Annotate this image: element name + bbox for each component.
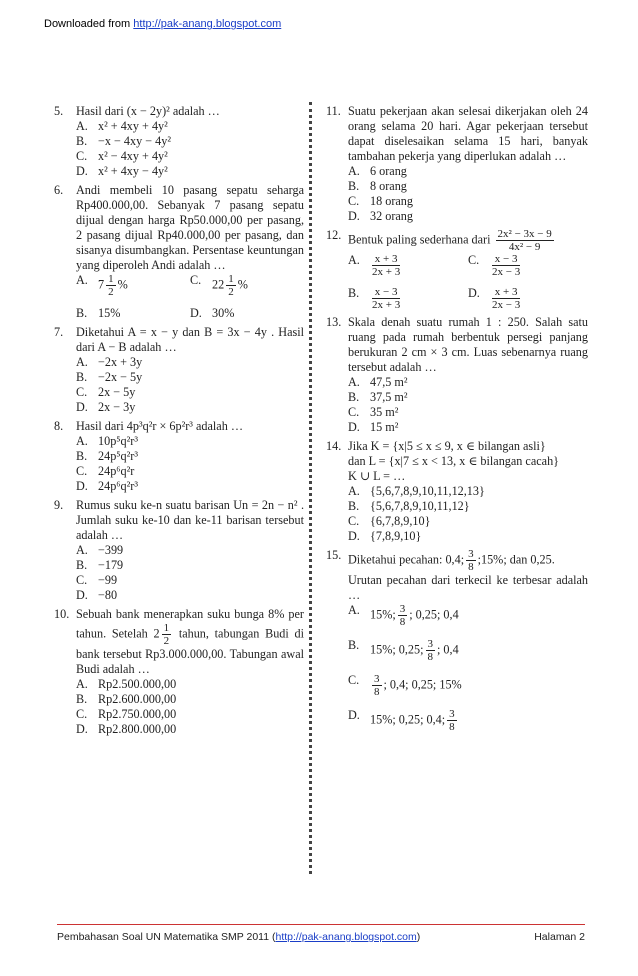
fraction-denominator: 8 [449,721,455,733]
answer-option[interactable] [348,638,588,663]
option-letter: D. [348,708,360,722]
fraction [372,286,400,311]
fraction-denominator: 8 [468,561,474,573]
question-stem-b: ;15%; dan 0,25. [477,552,555,567]
option-text: −2x + 3y [98,355,143,369]
answer-option[interactable] [76,449,304,464]
question-number: 11. [326,104,341,118]
footer-link[interactable]: http://pak-anang.blogspot.com [275,931,417,943]
fraction-denominator: 2 [228,286,234,298]
answer-option[interactable] [76,434,304,449]
answer-option[interactable] [76,149,304,164]
fraction-denominator: 8 [374,686,380,698]
question-5 [54,104,304,179]
option-text: 24p⁵q²r³ [98,449,138,463]
answer-option[interactable] [76,134,304,149]
option-letter: D. [76,588,88,602]
fraction-numerator: 1 [228,273,234,285]
option-letter: A. [76,119,88,133]
option-text: 47,5 m² [370,375,408,389]
option-letter: D. [76,479,88,493]
option-text: 18 orang [370,194,413,208]
option-text: 10p⁵q²r³ [98,434,138,448]
question-stem-a: Sebuah bank menerapkan suku bunga 8% per tahun. Setelah 2 [76,607,304,641]
option-pre: 15%; 0,25; [370,642,424,657]
question-number: 15. [326,548,342,562]
fraction-numerator: x − 3 [372,286,400,299]
option-text: 2x − 3y [98,400,136,414]
question-text [76,325,304,355]
question-13 [326,315,588,435]
option-text: {6,7,8,9,10} [370,514,431,528]
question-line: dan L = {x|7 ≤ x < 13, x ∈ bilangan cacah} [348,454,560,468]
option-text: 15 m² [370,420,399,434]
option-letter: B. [76,370,88,384]
question-number: 14. [326,439,342,453]
question-9 [54,498,304,603]
option-letter: D. [190,306,202,320]
option-letter: A. [348,484,360,498]
option-letter: D. [468,286,480,300]
question-number: 5. [54,104,64,118]
option-letter: D. [348,420,360,434]
answer-option[interactable] [76,355,304,370]
option-text: {5,6,7,8,9,10,11,12,13} [370,484,485,498]
question-text [76,498,304,543]
answer-option[interactable] [348,514,588,529]
question-12 [326,228,588,311]
header-prefix: Downloaded from [44,18,134,30]
options-list [348,484,588,544]
answer-option[interactable] [468,253,588,278]
answer-option[interactable] [76,573,304,588]
options-grid [76,273,304,321]
answer-option[interactable] [190,306,304,321]
option-letter: A. [76,273,88,287]
options-grid [348,253,588,311]
answer-option[interactable] [348,484,588,499]
fraction-numerator: 3 [468,548,474,560]
fraction [492,286,520,311]
option-text: 8 orang [370,179,407,193]
option-letter: B. [348,499,360,513]
option-text: {5,6,7,8,9,10,11,12} [370,499,470,513]
question-text [76,419,304,434]
question-stem: Rumus suku ke-n suatu barisan Un = 2n − n² . Jumlah suku ke-10 dan ke-11 barisan tersebut adalah … [76,498,304,542]
options-list [76,677,304,737]
question-number: 6. [54,183,64,197]
question-stem: Bentuk paling sederhana dari [348,232,491,247]
fraction [398,603,408,628]
option-letter: A. [348,253,360,267]
fraction-denominator: 2x − 3 [492,266,521,278]
answer-option[interactable] [76,543,304,558]
answer-option[interactable] [76,479,304,494]
answer-option[interactable] [348,673,588,698]
option-text: −179 [98,558,124,572]
option-letter: C. [76,707,88,721]
question-stem: Hasil dari (x − 2y)² adalah … [76,104,220,118]
option-text: −399 [98,543,124,557]
options-list [348,375,588,435]
fraction [162,622,172,647]
answer-option[interactable] [348,390,588,405]
option-letter: A. [348,603,360,617]
question-text [348,439,588,484]
option-post: ; 0,4 [437,642,459,657]
answer-option[interactable] [76,370,304,385]
question-7 [54,325,304,415]
question-14 [326,439,588,544]
answer-option[interactable] [348,375,588,390]
answer-option[interactable] [348,179,588,194]
question-line: K ∪ L = … [348,469,406,483]
fraction-denominator: 2x + 3 [372,266,401,278]
column-divider [309,102,312,874]
option-pre: 15%; 0,25; 0,4; [370,712,446,727]
option-letter: A. [76,677,88,691]
option-text: {7,8,9,10} [370,529,422,543]
option-text: 6 orang [370,164,407,178]
fraction-denominator: 4x² − 9 [508,241,541,253]
question-10 [54,607,304,737]
fraction [426,638,436,663]
answer-option[interactable] [348,253,468,278]
fraction-denominator: 8 [427,651,433,663]
answer-option[interactable] [348,209,588,224]
option-letter: B. [348,179,360,193]
option-letter: C. [468,253,480,267]
fraction-numerator: 3 [449,708,455,720]
option-text: 2x − 5y [98,385,136,399]
option-text: 37,5 m² [370,390,408,404]
option-letter: B. [76,449,88,463]
answer-option[interactable] [348,708,588,733]
download-header [44,18,281,30]
answer-option[interactable] [76,722,304,737]
answer-option[interactable] [76,306,190,321]
option-letter: B. [76,134,88,148]
option-letter: B. [76,558,88,572]
option-letter: A. [348,164,360,178]
option-text: −2x − 5y [98,370,143,384]
question-text [348,315,588,375]
option-text: Rp2.750.000,00 [98,707,177,721]
fraction-numerator: x + 3 [492,286,520,299]
option-letter: B. [76,692,88,706]
options-list [76,355,304,415]
answer-option[interactable] [76,273,190,298]
option-letter: B. [348,638,360,652]
answer-option[interactable] [76,464,304,479]
question-text [76,607,304,677]
options-list [348,164,588,224]
option-letter: A. [76,355,88,369]
question-number: 9. [54,498,64,512]
option-suffix: % [237,277,248,292]
answer-option[interactable] [76,692,304,707]
answer-option[interactable] [348,164,588,179]
option-letter: C. [76,573,88,587]
option-text: x² + 4xy + 4y² [98,119,168,133]
option-post: ; 0,4; 0,25; 15% [383,677,462,692]
option-text: 30% [212,306,235,320]
option-letter: D. [76,400,88,414]
footer-source: Pembahasan Soal UN Matematika SMP 2011 (http://pak-anang.blogspot.com) [57,931,421,943]
question-number: 12. [326,228,342,242]
question-stem-c: Urutan pecahan dari terkecil ke terbesar adalah … [348,573,588,602]
fraction-denominator: 8 [399,616,406,628]
answer-option[interactable] [76,400,304,415]
fraction-numerator: x − 3 [492,253,520,266]
option-text: −99 [98,573,118,587]
option-letter: C. [348,194,360,208]
answer-option[interactable] [190,273,304,298]
fraction [496,228,554,253]
answer-option[interactable] [348,499,588,514]
option-text: −80 [98,588,118,602]
option-whole: 7 [98,277,105,292]
option-letter: D. [76,164,88,178]
option-letter: D. [76,722,88,736]
option-letter: D. [348,529,360,543]
option-letter: B. [76,306,88,320]
option-text: 32 orang [370,209,413,223]
option-pre: 15%; [370,607,396,622]
answer-option[interactable] [468,286,588,311]
question-stem: Diketahui A = x − y dan B = 3x − 4y . Hasil dari A − B adalah … [76,325,304,354]
answer-option[interactable] [348,420,588,435]
answer-option[interactable] [348,529,588,544]
question-number: 10. [54,607,70,621]
question-6 [54,183,304,321]
option-text: Rp2.500.000,00 [98,677,177,691]
answer-option[interactable] [76,385,304,400]
option-letter: C. [76,385,88,399]
fraction-numerator: x + 3 [372,253,400,266]
answer-option[interactable] [76,558,304,573]
option-letter: B. [348,390,360,404]
left-column [54,104,304,741]
question-text [76,104,304,119]
option-text: −x − 4xy − 4y² [98,134,172,148]
option-letter: A. [76,543,88,557]
question-stem: Hasil dari 4p³q²r × 6p²r³ adalah … [76,419,244,433]
fraction-denominator: 2x − 3 [492,299,521,311]
header-link[interactable]: http://pak-anang.blogspot.com [133,18,282,30]
question-11 [326,104,588,224]
option-letter: A. [348,375,360,389]
options-list [76,434,304,494]
answer-option[interactable] [76,677,304,692]
fraction-numerator: 1 [163,622,170,634]
question-text [348,228,588,253]
answer-option[interactable] [76,119,304,134]
option-text: x² − 4xy + 4y² [98,149,168,163]
fraction-denominator: 2 [108,286,114,298]
fraction-numerator: 2x² − 3x − 9 [497,228,552,240]
question-number: 8. [54,419,64,433]
option-post: ; 0,25; 0,4 [409,607,459,622]
option-suffix: % [117,277,128,292]
option-letter: C. [76,464,88,478]
question-number: 13. [326,315,342,329]
answer-option[interactable] [348,286,468,311]
answer-option[interactable] [348,405,588,420]
fraction [492,253,520,278]
option-letter: C. [76,149,88,163]
question-stem-a: Diketahui pecahan: 0,4; [348,552,465,567]
options-list [348,603,588,733]
option-letter: C. [190,273,202,287]
page-footer [57,924,585,943]
answer-option[interactable] [76,164,304,179]
fraction [447,708,457,733]
option-text: x² + 4xy − 4y² [98,164,168,178]
question-line: Jika K = {x|5 ≤ x ≤ 9, x ∈ bilangan asli} [348,439,546,453]
question-text [348,104,588,164]
answer-option[interactable] [348,603,588,628]
fraction [466,548,476,573]
option-letter: B. [348,286,360,300]
fraction [226,273,236,298]
question-stem: Andi membeli 10 pasang sepatu seharga Rp400.000,00. Sebanyak 7 pasang sepatu dijual dengan harga Rp50.000,00 per pasang, 2 pasang dijual Rp40.000,00 per pasang, dan sisanya disumbangkan. Persentase keuntungan yang diperoleh Andi adalah … [76,183,304,272]
option-text: Rp2.600.000,00 [98,692,177,706]
option-text: 24p⁶q²r [98,464,135,478]
question-8 [54,419,304,494]
option-letter: A. [76,434,88,448]
fraction-denominator: 2 [163,635,170,647]
question-stem: Suatu pekerjaan akan selesai dikerjakan oleh 24 orang selama 20 hari. Agar pekerjaan tersebut dapat diselesaikan selama 15 hari, banyak tambahan pekerja yang diperlukan adalah … [348,104,588,163]
option-text: Rp2.800.000,00 [98,722,177,736]
options-list [76,543,304,603]
fraction-denominator: 2x + 3 [372,299,401,311]
answer-option[interactable] [348,194,588,209]
page-number: Halaman 2 [534,931,585,943]
question-stem: Skala denah suatu rumah 1 : 250. Salah satu ruang pada rumah berbentuk persegi panjang berukuran 2 cm × 3 cm. Luas sebenarnya ruang tersebut adalah … [348,315,588,374]
fraction [372,253,400,278]
option-letter: C. [348,673,360,687]
fraction [372,673,382,698]
question-text [76,183,304,273]
fraction-numerator: 1 [108,273,114,285]
option-text: 15% [98,306,121,320]
question-number: 7. [54,325,64,339]
fraction-numerator: 3 [427,638,433,650]
fraction-numerator: 3 [399,603,406,615]
fraction-numerator: 3 [374,673,380,685]
option-whole: 22 [212,277,225,292]
answer-option[interactable] [76,588,304,603]
option-letter: C. [348,405,360,419]
fraction [106,273,116,298]
question-stem-b: tahun, tabungan Budi di bank tersebut Rp3.000.000,00. Tabungan awal Budi adalah … [76,626,305,676]
right-column [326,104,588,743]
answer-option[interactable] [76,707,304,722]
option-letter: C. [348,514,360,528]
question-text [348,548,588,603]
option-letter: D. [348,209,360,223]
option-text: 24p⁶q²r³ [98,479,138,493]
options-list [76,119,304,179]
question-15 [326,548,588,733]
option-text: 35 m² [370,405,399,419]
